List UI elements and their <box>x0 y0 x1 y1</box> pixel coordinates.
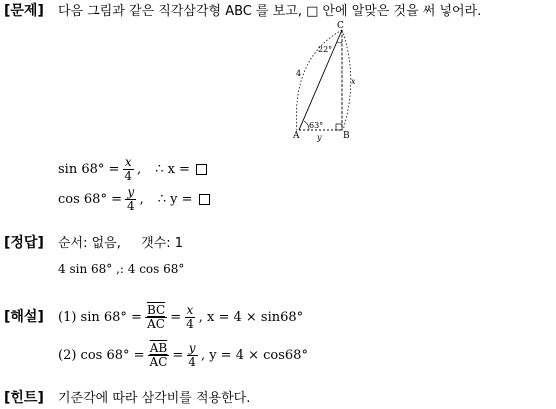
sol2-numerator: $\overline{AB}$ <box>149 340 168 355</box>
answer-order <box>58 236 183 252</box>
sol1-denominator: AC <box>147 316 165 331</box>
eq2-therefore: ∴ y = <box>157 191 193 207</box>
vertex-b-label: B <box>343 131 350 141</box>
eq2-lhs: cos 68° = <box>58 191 122 207</box>
eq2-fraction <box>125 186 137 213</box>
side-bc-arc <box>342 30 351 130</box>
eq1-fraction <box>122 156 134 183</box>
answer-value: 4 sin 68° ,: 4 cos 68° <box>58 262 185 276</box>
angle-c-label: 22° <box>318 45 333 54</box>
answer-count-text: 갯수: 1 <box>141 236 184 251</box>
eq2-answer-box <box>199 194 210 205</box>
sol2-fraction-2 <box>186 342 198 369</box>
eq2-denominator: 4 <box>126 198 135 213</box>
solution-line-2 <box>58 334 308 376</box>
sol1-prefix: (1) sin 68° = <box>58 309 142 325</box>
angle-c-arc <box>337 42 342 43</box>
answer-tag: [정답] <box>4 235 44 251</box>
side-ac-label: 4 <box>296 69 302 78</box>
sol1-rest: , x = 4 × sin68° <box>198 309 304 325</box>
sol1-fraction <box>145 304 167 331</box>
sol1-denominator-2: 4 <box>186 316 194 331</box>
eq1-comma: , <box>137 161 142 177</box>
equation-sin <box>58 152 207 186</box>
eq1-therefore: ∴ x = <box>155 161 190 177</box>
solution-line-1 <box>58 296 303 338</box>
sol2-numerator-2: y <box>188 340 196 355</box>
right-angle-mark <box>336 124 342 130</box>
sol1-eq: = <box>170 309 182 325</box>
hint-text: 기준각에 따라 삼각비를 적용한다. <box>58 391 251 406</box>
side-ab-label: y <box>317 133 322 142</box>
angle-a-label: 63° <box>309 121 324 130</box>
problem-tag: [문제] <box>4 3 44 19</box>
solution-tag: [해설] <box>4 309 44 325</box>
problem-text: 다음 그림과 같은 직각삼각형 ABC 를 보고, □ 안에 알맞은 것을 써 넣어라. <box>58 4 482 19</box>
sol1-numerator: $\overline{BC}$ <box>146 302 166 317</box>
sol2-denominator-2: 4 <box>188 354 196 369</box>
sol2-fraction <box>148 342 170 369</box>
eq2-comma: , <box>139 191 144 207</box>
sol2-eq: = <box>172 347 184 363</box>
equation-cos <box>58 182 210 216</box>
side-bc-label: x <box>351 77 356 86</box>
vertex-a-label: A <box>293 131 300 141</box>
triangle-figure <box>285 18 375 143</box>
answer-order-text: 순서: 없음, <box>58 236 121 251</box>
sol1-numerator-2: x <box>186 302 194 317</box>
eq1-numerator: x <box>124 154 132 169</box>
sol2-denominator: AC <box>149 354 168 369</box>
hint-tag: [힌트] <box>4 390 44 406</box>
sol2-rest: , y = 4 × cos68° <box>200 347 308 363</box>
sol2-prefix: (2) cos 68° = <box>58 347 145 363</box>
sol1-fraction-2 <box>184 304 196 331</box>
vertex-c-label: C <box>337 21 344 31</box>
eq2-numerator: y <box>127 184 135 199</box>
eq1-lhs: sin 68° = <box>58 161 120 177</box>
eq1-answer-box <box>196 164 207 175</box>
eq1-denominator: 4 <box>124 168 133 183</box>
